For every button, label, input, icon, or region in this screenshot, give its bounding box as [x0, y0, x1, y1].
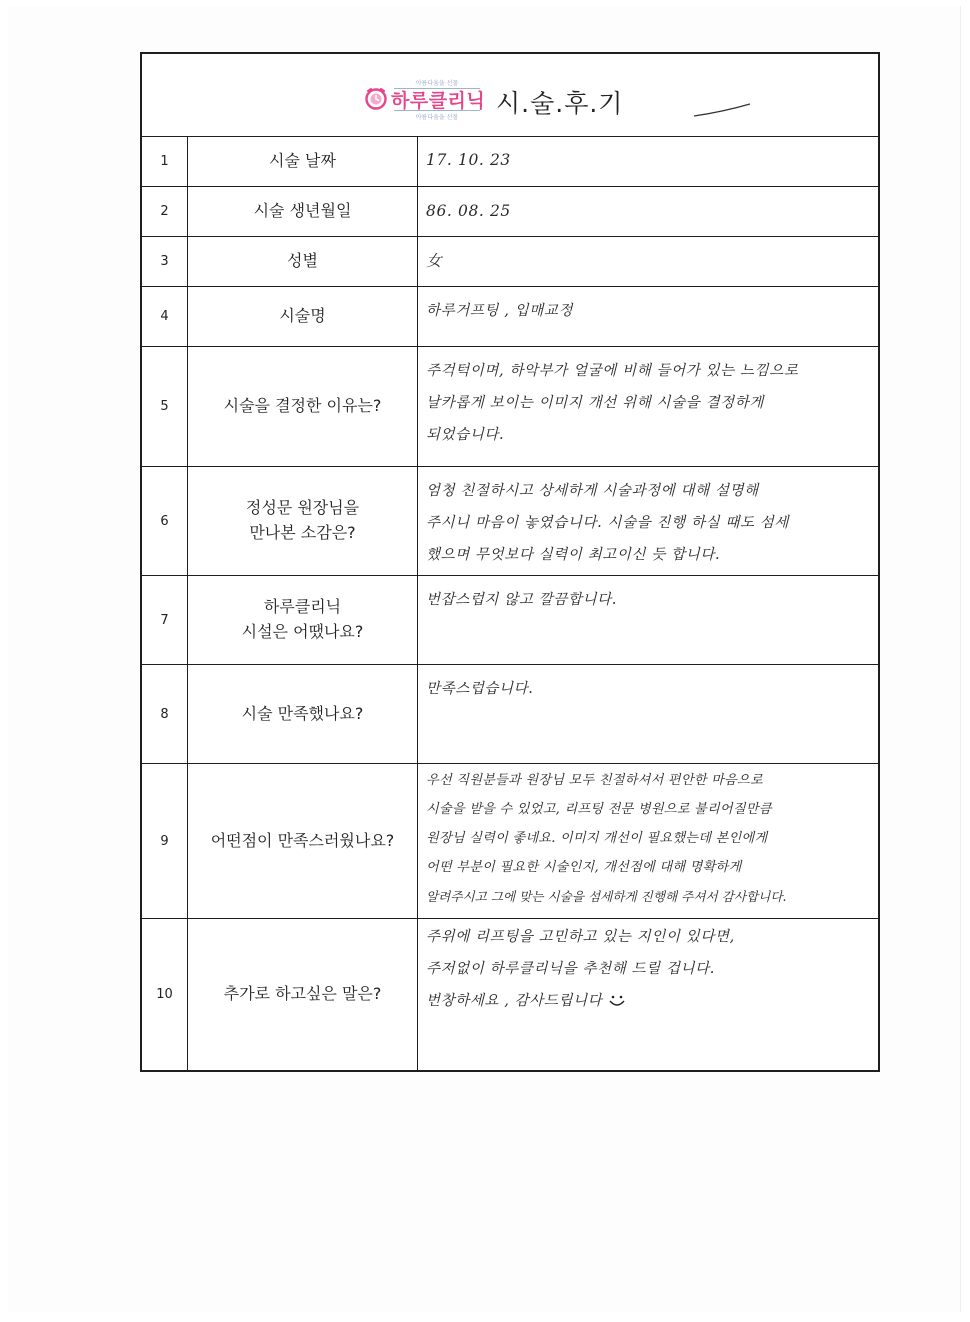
question-label: 추가로 하고싶은 말은? [188, 919, 418, 1070]
table-row [142, 287, 878, 347]
question-label: 하루클리닉 시설은 어땠나요? [188, 576, 418, 664]
answer-line: 女 [426, 252, 443, 270]
question-label: 시술 만족했나요? [188, 665, 418, 763]
row-number: 7 [142, 576, 188, 664]
question-label: 시술명 [188, 287, 418, 346]
question-label: 시술 생년월일 [188, 187, 418, 236]
table-row [142, 187, 878, 237]
logo-tagline-bottom: 아름다움을 선물 [394, 110, 480, 121]
row-number: 2 [142, 187, 188, 236]
row-number: 6 [142, 467, 188, 575]
document-title: 시.술.후.기 [496, 89, 624, 118]
answer-line: 했으며 무엇보다 실력이 최고이신 듯 합니다. [426, 547, 721, 563]
answer-line [426, 985, 874, 1017]
answer-line: 번잡스럽지 않고 깔끔합니다. [426, 592, 617, 608]
question-label: 성별 [188, 237, 418, 286]
answer-cell [418, 576, 878, 664]
answer-cell [418, 919, 878, 1070]
answer-line: 엄청 친절하시고 상세하게 시술과정에 대해 설명해 [426, 483, 759, 499]
answer-cell [418, 764, 878, 918]
row-number: 10 [142, 919, 188, 1070]
answer-line: 우선 직원분들과 원장님 모두 친절하셔서 편안한 마음으로 [426, 773, 763, 788]
answer-line: 86. 08. 25 [426, 202, 511, 220]
logo-name: 하루클리닉 [391, 90, 486, 112]
row-number: 9 [142, 764, 188, 918]
smiley-icon [608, 994, 626, 1008]
answer-text: 번창하세요 , 감사드립니다 [426, 993, 603, 1009]
row-number: 8 [142, 665, 188, 763]
answer-line: 주시니 마음이 놓였습니다. 시술을 진행 하실 때도 섬세 [426, 515, 790, 531]
clinic-logo [362, 76, 486, 121]
table-row [142, 347, 878, 467]
row-number: 1 [142, 136, 188, 186]
table-row [142, 576, 878, 665]
question-label: 어떤점이 만족스러웠나요? [188, 764, 418, 918]
answer-line: 주저없이 하루클리닉을 추천해 드릴 겁니다. [426, 961, 715, 977]
review-form [140, 52, 880, 1072]
answer-cell [418, 347, 878, 466]
table-row [142, 136, 878, 187]
row-number: 5 [142, 347, 188, 466]
table-row [142, 919, 878, 1070]
answer-cell [418, 665, 878, 763]
answer-cell [418, 187, 878, 236]
answer-cell [418, 467, 878, 575]
logo-tagline-top: 아름다움을 선물 [394, 78, 480, 89]
question-label: 시술을 결정한 이유는? [188, 347, 418, 466]
answer-line: 날카롭게 보이는 이미지 개선 위해 시술을 결정하게 [426, 395, 764, 411]
table-row [142, 764, 878, 919]
answer-line: 알려주시고 그에 맞는 시술을 섬세하게 진행해 주셔서 감사합니다. [426, 889, 787, 904]
question-label: 시술 날짜 [188, 136, 418, 186]
form-header [142, 54, 878, 137]
answer-cell [418, 136, 878, 186]
answer-line: 원장님 실력이 좋네요. 이미지 개선이 필요했는데 본인에게 [426, 831, 768, 846]
table-row [142, 665, 878, 764]
answer-line: 주걱턱이며, 하악부가 얼굴에 비해 들어가 있는 느낌으로 [426, 363, 799, 379]
answer-line: 만족스럽습니다. [426, 681, 534, 697]
row-number: 3 [142, 237, 188, 286]
answer-line: 17. 10. 23 [426, 151, 511, 169]
answer-cell [418, 237, 878, 286]
answer-cell [418, 287, 878, 346]
row-number: 4 [142, 287, 188, 346]
question-label: 정성문 원장님을 만나본 소감은? [188, 467, 418, 575]
table-row [142, 237, 878, 287]
clock-icon [364, 86, 388, 110]
answer-line: 어떤 부분이 필요한 시술인지, 개선점에 대해 명확하게 [426, 860, 742, 875]
answer-line: 하루거프팅 , 입매교정 [426, 303, 574, 319]
answer-line: 주위에 리프팅을 고민하고 있는 지인이 있다면, [426, 929, 735, 945]
table-row [142, 467, 878, 576]
answer-line: 되었습니다. [426, 427, 505, 443]
pen-stroke-mark [692, 100, 752, 120]
answer-line: 시술을 받을 수 있었고, 리프팅 전문 병원으로 불리어질만큼 [426, 802, 772, 817]
